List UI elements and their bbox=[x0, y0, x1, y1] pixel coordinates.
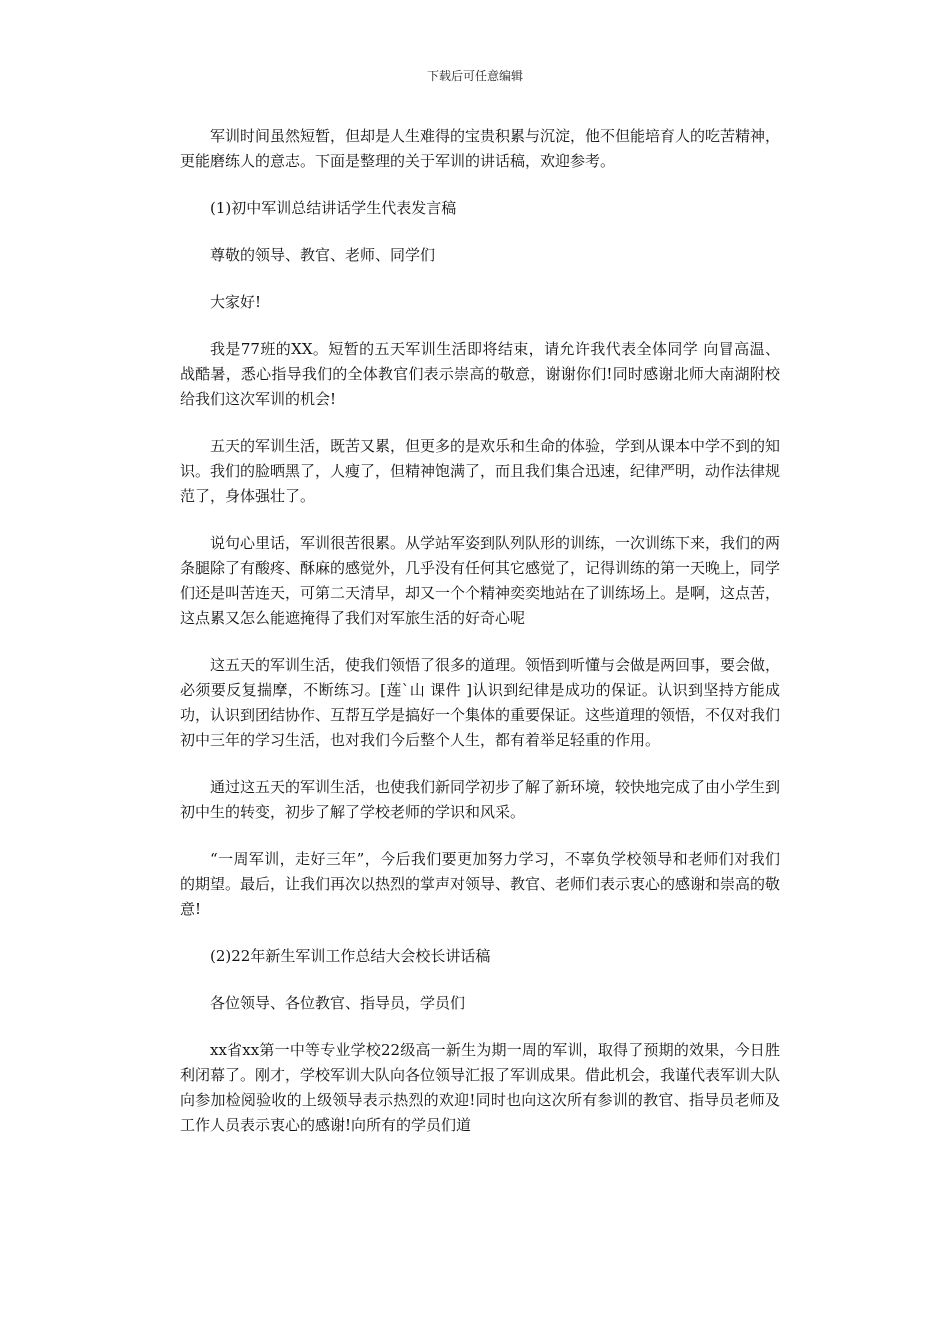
section-heading-1: (1)初中军训总结讲话学生代表发言稿 bbox=[210, 199, 457, 217]
body-paragraph: “一周军训，走好三年”，今后我们要更加努力学习，不辜负学校领导和老师们对我们的期望。最后，让我们再次以热烈的掌声对领导、教官、老师们表示衷心的感谢和崇高的敬意! bbox=[180, 850, 781, 918]
page-header: 下载后可任意编辑 bbox=[426, 69, 523, 83]
document-body bbox=[180, 124, 780, 1160]
body-paragraph: 说句心里话，军训很苦很累。从学站军姿到队列队形的训练，一次训练下来，我们的两条腿除了有酸疼、酥麻的感觉外，几乎没有任何其它感觉了，记得训练的第一天晚上，同学们还是叫苦连天，可第二天清早，却又一个个精神奕奕地站在了训练场上。是啊，这点苦，这点累又怎么能遮掩得了我们对军旅生活的好奇心呢 bbox=[180, 534, 781, 627]
section-heading-2: (2)22年新生军训工作总结大会校长讲话稿 bbox=[210, 947, 491, 965]
body-paragraph: xx省xx第一中等专业学校22级高一新生为期一周的军训，取得了预期的效果，今日胜利闭幕了。刚才，学校军训大队向各位领导汇报了军训成果。借此机会，我谨代表军训大队向参加检阅验收的上级领导表示热烈的欢迎!同时也向这次所有参训的教官、指导员老师及工作人员表示衷心的感谢!向所有的学员们道 bbox=[180, 1041, 781, 1134]
intro-paragraph: 军训时间虽然短暂，但却是人生难得的宝贵积累与沉淀，他不但能培育人的吃苦精神，更能磨练人的意志。下面是整理的关于军训的讲话稿，欢迎参考。 bbox=[180, 127, 781, 170]
body-paragraph: 通过这五天的军训生活，也使我们新同学初步了解了新环境，较快地完成了由小学生到初中生的转变，初步了解了学校老师的学识和风采。 bbox=[180, 778, 781, 821]
body-paragraph: 我是77班的XX。短暂的五天军训生活即将结束，请允许我代表全体同学 向冒高温、战酷暑，悉心指导我们的全体教官们表示崇高的敬意，谢谢你们!同时感谢北师大南湖附校给我们这次军训的机会! bbox=[180, 340, 780, 408]
body-paragraph: 五天的军训生活，既苦又累，但更多的是欢乐和生命的体验，学到从课本中学不到的知识。我们的脸晒黑了，人瘦了，但精神饱满了，而且我们集合迅速，纪律严明，动作法律规范了，身体强壮了。 bbox=[180, 437, 781, 505]
body-paragraph: 这五天的军训生活，使我们领悟了很多的道理。领悟到听懂与会做是两回事，要会做，必须要反复揣摩，不断练习。[莲`山 课件 ]认识到纪律是成功的保证。认识到坚持方能成功，认识到团结协作、互帮互学是搞好一个集体的重要保证。这些道理的领悟，不仅对我们初中三年的学习生活，也对我们今后整个人生，都有着举足轻重的作用。 bbox=[180, 656, 781, 749]
salutation-paragraph: 尊敬的领导、教官、老师、同学们 bbox=[210, 246, 436, 264]
greeting-paragraph: 大家好! bbox=[210, 293, 262, 311]
salutation-paragraph: 各位领导、各位教官、指导员，学员们 bbox=[210, 994, 466, 1012]
